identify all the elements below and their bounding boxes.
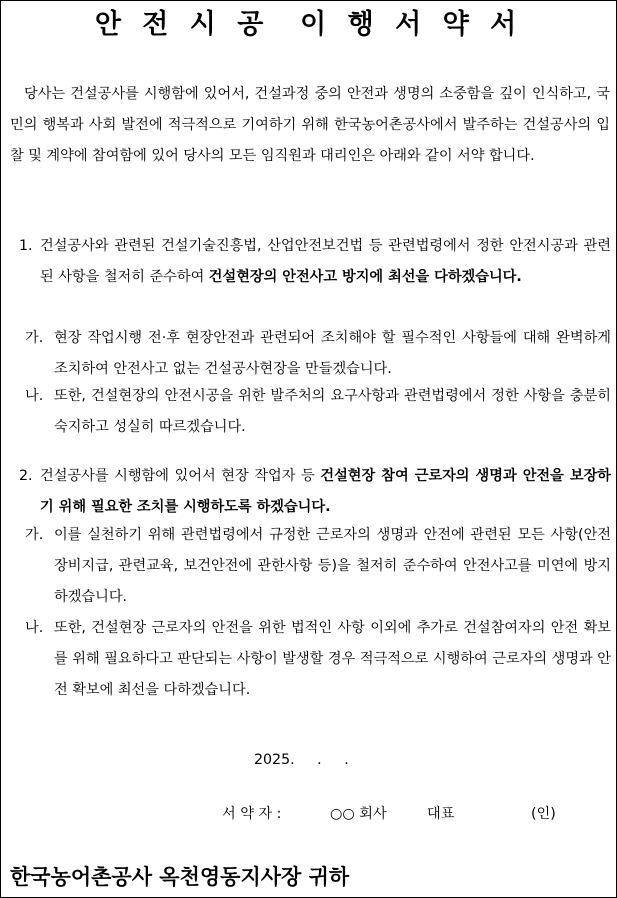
sub-text: 현장 작업시행 전·후 현장안전과 관련되어 조치해야 할 필수적인 사항들에 대해 완벽하게 조치하여 안전사고 없는 건설공사현장을 만들겠습니다. [54,330,611,377]
item-text: 건설공사를 시행함에 있어서 현장 작업자 등 [40,468,321,484]
sub-mark: 가. [25,330,44,346]
item-body [40,461,611,523]
document-title: 안 전 시 공 이 행 서 약 서 [94,9,523,40]
pledge-item-2-sub-b [25,613,611,706]
sub-mark: 나. [25,620,44,636]
sub-text: 또한, 건설현장의 안전시공을 위한 발주처의 요구사항과 관련법령에서 정한 사항을 충분히 숙지하고 성실히 따르겠습니다. [54,388,611,435]
pledge-item-1-sub-b [25,381,611,443]
pledge-date: 2025. . . [254,752,349,768]
item-bold-text: 건설현장 참여 근로자의 생명과 안전을 보장하기 위해 필요한 조치를 시행하도록 하겠습니다. [40,468,611,515]
sub-mark: 나. [25,388,44,404]
pledge-item-2-sub-a [25,520,611,613]
item-body [40,231,611,293]
seal-mark: (인) [531,806,556,822]
item-text: 건설공사와 관련된 건설기술진흥법, 산업안전보건법 등 관련법령에서 정한 안전시공과 관련된 사항을 철저히 준수하여 [40,238,611,285]
sub-mark: 가. [25,527,44,543]
intro-paragraph: 당사는 건설공사를 시행함에 있어서, 건설과정 중의 안전과 생명의 소중함을 깊이 인식하고, 국민의 행복과 사회 발전에 적극적으로 기여하기 위해 한국농어촌공사에서 발주하는 건설공사의 입찰 및 계약에 참여함에 있어 당사의 모든 임직원과 대리인은 아래와 같이 서약 합니다. [10,86,610,164]
recipient-line: 한국농어촌공사 옥천영동지사장 귀하 [10,865,350,889]
pledge-item-2 [19,461,611,523]
pledge-item-1-sub-a [25,323,611,385]
item-bold-text: 건설현장의 안전사고 방지에 최선을 다하겠습니다. [208,269,522,285]
item-number: 2. [19,468,33,484]
signer-label: 서 약 자 : [222,806,282,822]
representative-label: 대표 [427,806,455,822]
sub-text: 이를 실천하기 위해 관련법령에서 규정한 근로자의 생명과 안전에 관련된 모든 사항(안전장비지급, 관련교육, 보건안전에 관한사항 등)을 철저히 준수하여 안전사고를 미연에 방지 하겠습니다. [54,527,611,605]
pledge-item-1 [19,231,611,293]
sub-text: 또한, 건설현장 근로자의 안전을 위한 법적인 사항 이외에 추가로 건설참여자의 안전 확보를 위해 필요하다고 판단되는 사항이 발생할 경우 적극적으로 시행하여 근로자의 생명과 안전 확보에 최선을 다하겠습니다. [54,620,611,698]
company-name: ○○ 회사 [330,806,387,822]
item-number: 1. [19,238,33,254]
